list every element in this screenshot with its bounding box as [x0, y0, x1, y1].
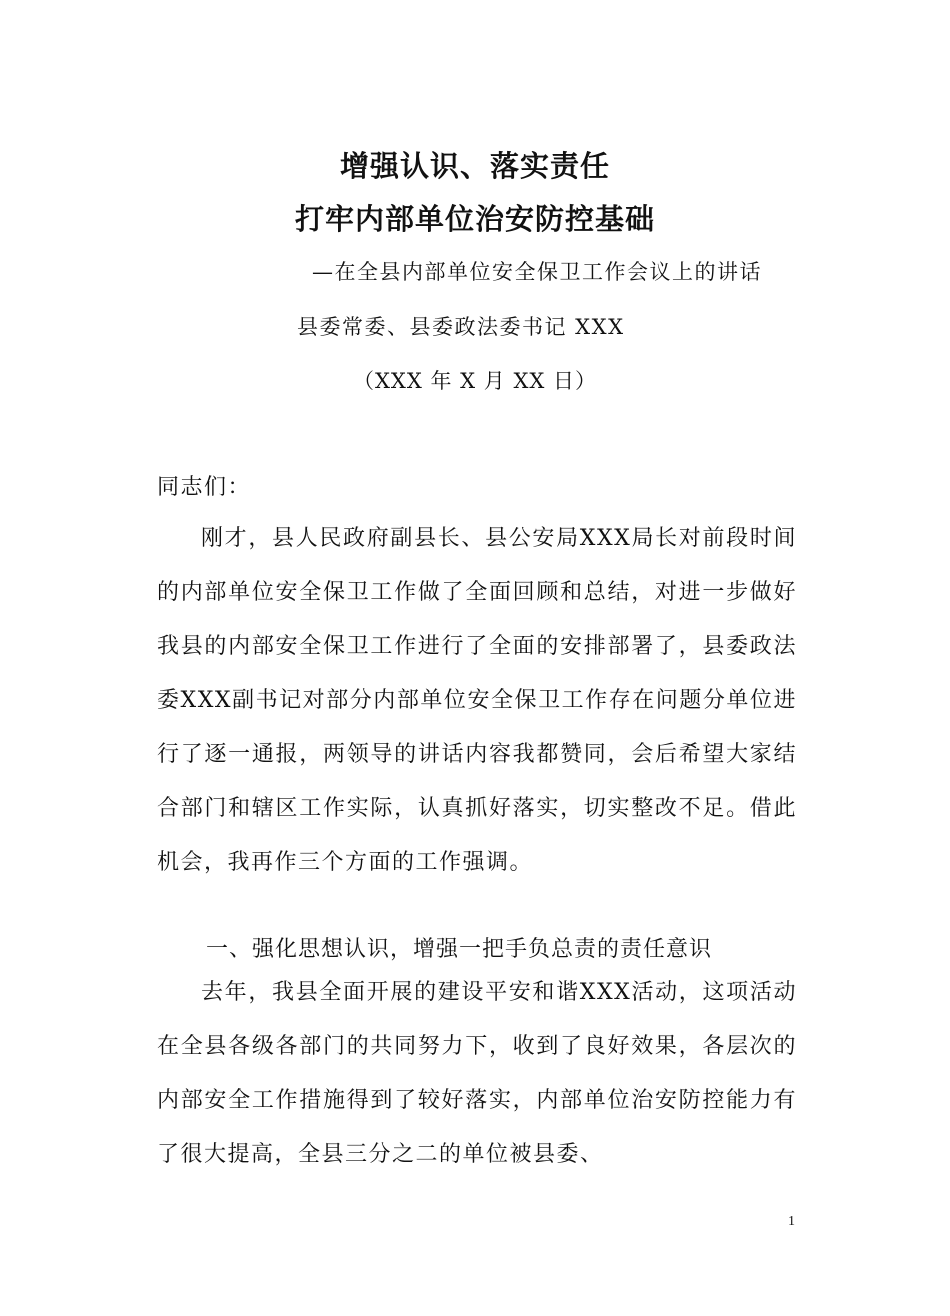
paragraph-1: 刚才，县人民政府副县长、县公安局XXX局长对前段时间的内部单位安全保卫工作做了全面回顾和总结，对进一步做好我县的内部安全保卫工作进行了全面的安排部署了，县委政法委XXX副书记对部分内部单位安全保卫工作存在问题分单位进行了逐一通报，两领导的讲话内容我都赞同，会后希望大家结合部门和辖区工作实际，认真抓好落实，切实整改不足。借此机会，我再作三个方面的工作强调。	[157, 526, 797, 875]
section-heading-1: 一、强化思想认识，增强一把手负总责的责任意识	[206, 937, 713, 962]
document-date: （XXX 年 X 月 XX 日）	[352, 369, 598, 393]
document-title-line2: 打牢内部单位治安防控基础	[294, 202, 655, 236]
page-number: 1	[788, 1214, 795, 1229]
document-title-line1: 增强认识、落实责任	[339, 149, 610, 183]
document-subtitle: —在全县内部单位安全保卫工作会议上的讲话	[312, 260, 762, 284]
salutation: 同志们：	[157, 475, 252, 500]
paragraph-2: 去年，我县全面开展的建设平安和谐XXX活动，这项活动在全县各级各部门的共同努力下，收到了良好效果，各层次的内部安全工作措施得到了较好落实，内部单位治安防控能力有了很大提高，全县三分之二的单位被县委、	[157, 980, 797, 1167]
document-author: 县委常委、县委政法委书记 XXX	[297, 315, 625, 339]
